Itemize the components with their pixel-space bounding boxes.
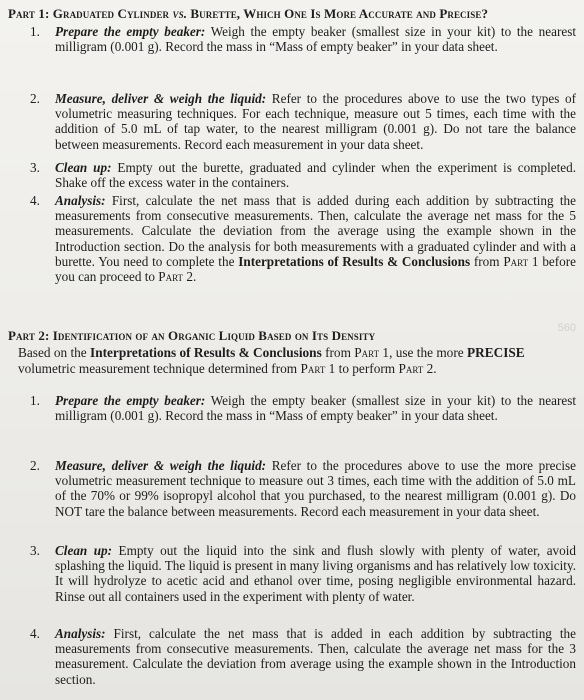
step-lead: Analysis:: [55, 626, 106, 641]
step-number: 3.: [30, 543, 40, 558]
step-text: Refer to the procedures above to use the more precise volumetric measurement technique to measure out 3 times, each time with the addition of 5.0 mL of the 70% or 99% isopropyl alcohol that you purchased, to the nearest milligram (0.001 g). Do NOT tare the balance between measurements. Record each measurement in your data sheet.: [55, 458, 576, 519]
step-text: First, calculate the net mass that is added during each addition by subtracting the measurements from consecutive measurements. Then, calculate the average net mass for the 5 measurements. Calculate the deviation from the average using the example shown in the Introduction section. Do the analysis for both measurements with a graduated cylinder and with a burette. You need to complete the: [55, 193, 576, 269]
intro-text: , use the more: [389, 345, 467, 360]
step-number: 2.: [30, 458, 40, 473]
step-text: from: [470, 253, 504, 269]
step-text: .: [192, 269, 197, 285]
intro-emphasis: PRECISE: [467, 345, 525, 360]
part2-step-1: [30, 393, 576, 423]
step-text: Empty out the burette, graduated and cylinder when the experiment is completed. Shake off the excess water in the containers.: [55, 160, 576, 191]
step-lead: Measure, deliver & weigh the liquid:: [55, 91, 267, 106]
step-text: before you can proceed to: [55, 253, 577, 285]
step-lead: Prepare the empty beaker:: [55, 393, 206, 408]
step-text: First, calculate the net mass that is added in each addition by subtracting the measurements from consecutive measurements. Then, calculate the average net mass for the 3 measurement. Calculate the deviation from average using the example shown in the Introduction section.: [55, 626, 576, 687]
part1-heading-text-a: Part 1: Graduated Cylinder: [8, 6, 173, 21]
step-number: 4.: [30, 193, 40, 208]
step-number: 3.: [30, 160, 40, 175]
part1-heading-text-b: Burette, Which One Is More Accurate and Precise?: [187, 6, 489, 21]
intro-text: Based on the: [18, 345, 91, 360]
part-reference: Part 2: [398, 360, 434, 376]
step-lead: Clean up:: [55, 543, 113, 558]
step-text: Empty out the liquid into the sink and flush slowly with plenty of water, avoid splashing the liquid. The liquid is present in many living organisms and has relatively low toxicity. It will hydrolyze to acetic acid and ethanol over time, posing negligible environmental hazard. Rinse out all containers used in the experiment with plenty of water.: [55, 543, 577, 604]
step-lead: Prepare the empty beaker:: [55, 24, 206, 39]
step-lead: Analysis:: [55, 193, 106, 208]
part2-step-2: [30, 458, 576, 519]
step-number: 4.: [30, 626, 40, 641]
part1-step-2: [30, 91, 576, 152]
part-reference: Part 2: [158, 269, 193, 285]
step-number: 1.: [30, 393, 40, 408]
part-reference: Part 1: [300, 360, 336, 376]
step-number: 2.: [30, 91, 40, 106]
part2-intro: [18, 345, 570, 376]
part-reference: Part 1: [503, 253, 539, 269]
step-text: Refer to the procedures above to use the two types of volumetric measuring techniques. For each technique, measure out 5 times, each time with the addition of 5.0 mL of tap water, to the nearest milligram (0.001 g). Do not tare the balance between measurements. Record each measurement in your data sheet.: [55, 91, 576, 152]
part-reference: Part 1: [354, 345, 390, 360]
part1-step-4: [30, 193, 576, 284]
step-emphasis: Interpretations of Results & Conclusions: [238, 253, 471, 269]
step-number: 1.: [30, 24, 40, 39]
part1-heading-vs: vs.: [172, 6, 188, 21]
part1-heading: [8, 6, 488, 22]
part2-heading: Part 2: Identification of an Organic Liquid Based on Its Density: [8, 328, 376, 343]
part1-step-1: [30, 24, 576, 54]
intro-text: volumetric measurement technique determined from: [18, 360, 301, 376]
intro-text: .: [433, 360, 437, 376]
part2-step-3: [30, 543, 576, 604]
part1-step-3: [30, 160, 576, 190]
intro-text: to perform: [335, 360, 399, 376]
step-text: Weigh the empty beaker (smallest size in your kit) to the nearest milligram (0.001 g). Record the mass in “Mass of empty beaker” in your data sheet.: [55, 393, 576, 424]
background-watermark: 560: [557, 322, 576, 334]
intro-emphasis: Interpretations of Results & Conclusions: [90, 345, 322, 360]
intro-text: from: [321, 345, 355, 360]
step-lead: Clean up:: [55, 160, 112, 175]
step-text: Weigh the empty beaker (smallest size in your kit) to the nearest milligram (0.001 g). Record the mass in “Mass of empty beaker” in your data sheet.: [55, 24, 576, 55]
step-lead: Measure, deliver & weigh the liquid:: [55, 458, 267, 473]
part2-step-4: [30, 626, 576, 687]
